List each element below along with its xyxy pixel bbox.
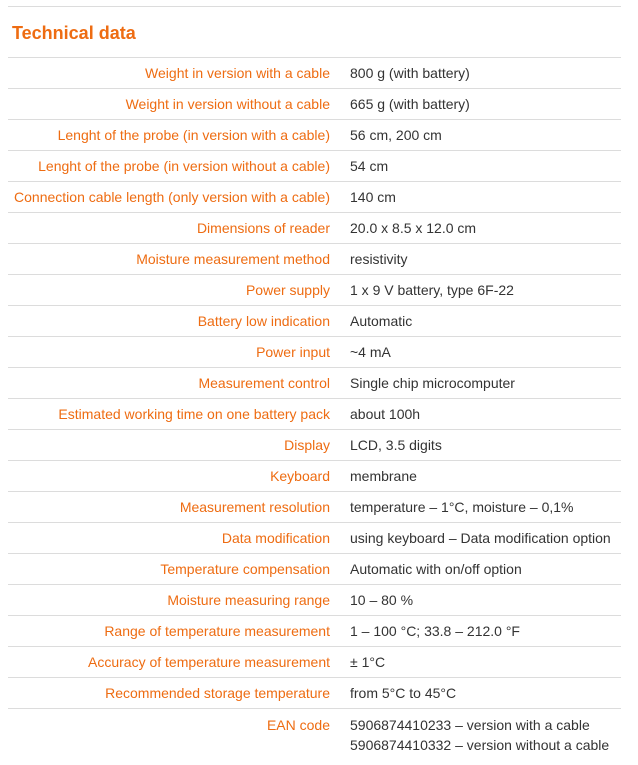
spec-value: 140 cm <box>336 182 621 213</box>
spec-value: 54 cm <box>336 151 621 182</box>
spec-label: Keyboard <box>8 461 336 492</box>
table-row <box>8 275 621 306</box>
table-row <box>8 523 621 554</box>
table-row <box>8 554 621 585</box>
spec-value: 56 cm, 200 cm <box>336 120 621 151</box>
spec-label: Estimated working time on one battery pack <box>8 399 336 430</box>
spec-value: resistivity <box>336 244 621 275</box>
spec-value: 665 g (with battery) <box>336 89 621 120</box>
technical-data-table <box>8 57 621 761</box>
ean-with-cable: 5906874410233 – version with a cable <box>350 717 590 733</box>
spec-label: Connection cable length (only version with a cable) <box>8 182 336 213</box>
table-row <box>8 244 621 275</box>
spec-label: Accuracy of temperature measurement <box>8 647 336 678</box>
spec-label: Power input <box>8 337 336 368</box>
spec-value: using keyboard – Data modification option <box>336 523 621 554</box>
table-row <box>8 368 621 399</box>
table-row <box>8 306 621 337</box>
spec-value: temperature – 1°C, moisture – 0,1% <box>336 492 621 523</box>
spec-value: Automatic <box>336 306 621 337</box>
spec-value: 800 g (with battery) <box>336 58 621 89</box>
spec-value: Automatic with on/off option <box>336 554 621 585</box>
spec-value: 10 – 80 % <box>336 585 621 616</box>
spec-value: ~4 mA <box>336 337 621 368</box>
spec-value: 1 – 100 °C; 33.8 – 212.0 °F <box>336 616 621 647</box>
table-row <box>8 461 621 492</box>
spec-label: Power supply <box>8 275 336 306</box>
table-row <box>8 182 621 213</box>
spec-value: 1 x 9 V battery, type 6F-22 <box>336 275 621 306</box>
table-row <box>8 151 621 182</box>
spec-label: Weight in version without a cable <box>8 89 336 120</box>
ean-without-cable: 5906874410332 – version without a cable <box>350 737 610 753</box>
section-title: Technical data <box>12 23 136 43</box>
spec-label: Dimensions of reader <box>8 213 336 244</box>
table-row <box>8 678 621 709</box>
spec-value-ean <box>336 709 621 762</box>
table-row <box>8 89 621 120</box>
table-row <box>8 647 621 678</box>
table-row <box>8 585 621 616</box>
spec-label: Lenght of the probe (in version with a cable) <box>8 120 336 151</box>
spec-label: Measurement control <box>8 368 336 399</box>
spec-label: Temperature compensation <box>8 554 336 585</box>
spec-label: Display <box>8 430 336 461</box>
table-row <box>8 616 621 647</box>
spec-value: ± 1°C <box>336 647 621 678</box>
spec-label: Measurement resolution <box>8 492 336 523</box>
spec-value: about 100h <box>336 399 621 430</box>
spec-value: Single chip microcomputer <box>336 368 621 399</box>
spec-value: membrane <box>336 461 621 492</box>
spec-value: 20.0 x 8.5 x 12.0 cm <box>336 213 621 244</box>
table-row <box>8 492 621 523</box>
spec-label: Moisture measurement method <box>8 244 336 275</box>
table-row <box>8 399 621 430</box>
table-row <box>8 120 621 151</box>
spec-value: LCD, 3.5 digits <box>336 430 621 461</box>
table-row <box>8 337 621 368</box>
spec-label-ean: EAN code <box>8 709 336 762</box>
spec-label: Moisture measuring range <box>8 585 336 616</box>
spec-label: Battery low indication <box>8 306 336 337</box>
spec-label: Weight in version with a cable <box>8 58 336 89</box>
spec-label: Range of temperature measurement <box>8 616 336 647</box>
spec-label: Recommended storage temperature <box>8 678 336 709</box>
spec-table-body <box>8 58 621 762</box>
table-row <box>8 430 621 461</box>
spec-label: Lenght of the probe (in version without a cable) <box>8 151 336 182</box>
spec-label: Data modification <box>8 523 336 554</box>
top-divider <box>8 6 621 7</box>
table-row <box>8 58 621 89</box>
table-row <box>8 213 621 244</box>
spec-value: from 5°C to 45°C <box>336 678 621 709</box>
table-row-ean <box>8 709 621 762</box>
